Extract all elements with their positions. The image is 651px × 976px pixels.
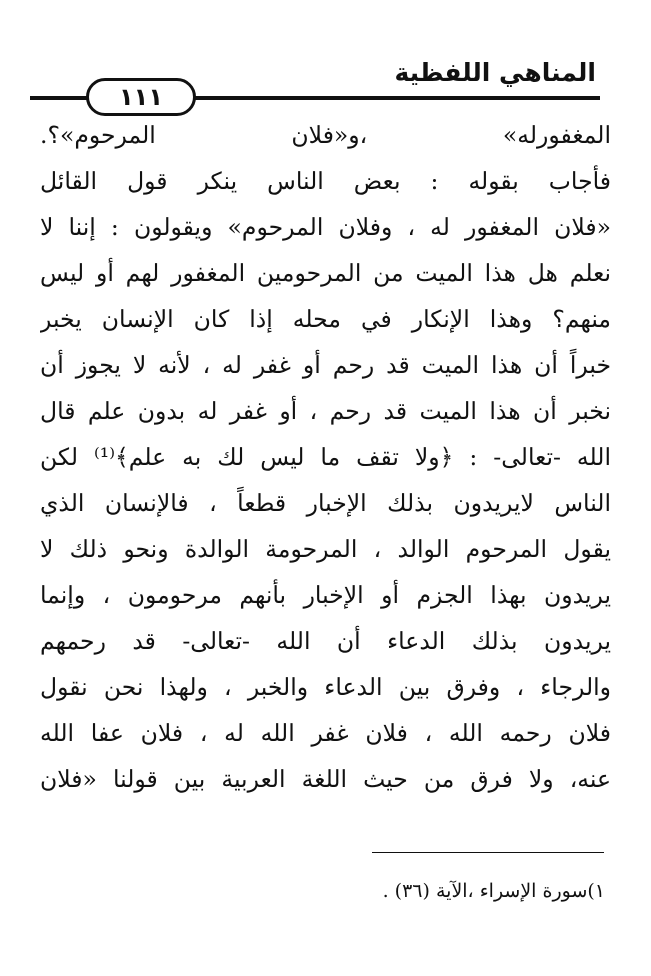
text-line: عنه، ولا فرق من حيث اللغة العربية بين قولنا «فلان xyxy=(40,765,611,793)
running-title: المناهي اللفظية xyxy=(394,58,596,87)
text-line: المغفورله» ،و«فلان المرحوم»؟. xyxy=(40,121,611,149)
text-line: نخبر أن هذا الميت قد رحم ، أو غفر له بدون علم قال xyxy=(40,397,611,425)
text-line: يريدون بذلك الدعاء أن الله -تعالى- قد رحمهم xyxy=(40,627,611,655)
text-line: «فلان المغفور له ، وفلان المرحوم» ويقولون : إننا لا xyxy=(40,213,611,241)
text-line: نعلم هل هذا الميت من المرحومين المغفور لهم أو ليس xyxy=(40,259,611,287)
body-text xyxy=(40,112,611,802)
page-header xyxy=(30,52,600,112)
text-line: يريدون بهذا الجزم أو الإخبار بأنهم مرحومون ، وإنما xyxy=(40,581,611,609)
footnote: ١)سورة الإسراء ،الآية (٣٦) . xyxy=(382,880,605,902)
text-line: الله -تعالى- : ﴿ولا تقف ما ليس لك به علم﴾⁽¹⁾ لكن xyxy=(40,443,611,471)
text-line: الناس لايريدون بذلك الإخبار قطعاً ، فالإنسان الذي xyxy=(40,489,611,517)
text-line: خبراً أن هذا الميت قد رحم أو غفر له ، لأنه لا يجوز أن xyxy=(40,351,611,379)
footnote-separator xyxy=(372,852,604,853)
text-line: فأجاب بقوله : بعض الناس ينكر قول القائل xyxy=(40,167,611,195)
text-line: فلان رحمه الله ، فلان غفر الله له ، فلان عفا الله xyxy=(40,719,611,747)
text-line: والرجاء ، وفرق بين الدعاء والخبر ، ولهذا نحن نقول xyxy=(40,673,611,701)
page-number: ١١١ xyxy=(86,78,196,116)
text-line: يقول المرحوم الوالد ، المرحومة الوالدة ونحو ذلك لا xyxy=(40,535,611,563)
text-line: منهم؟ وهذا الإنكار في محله إذا كان الإنسان يخبر xyxy=(40,305,611,333)
